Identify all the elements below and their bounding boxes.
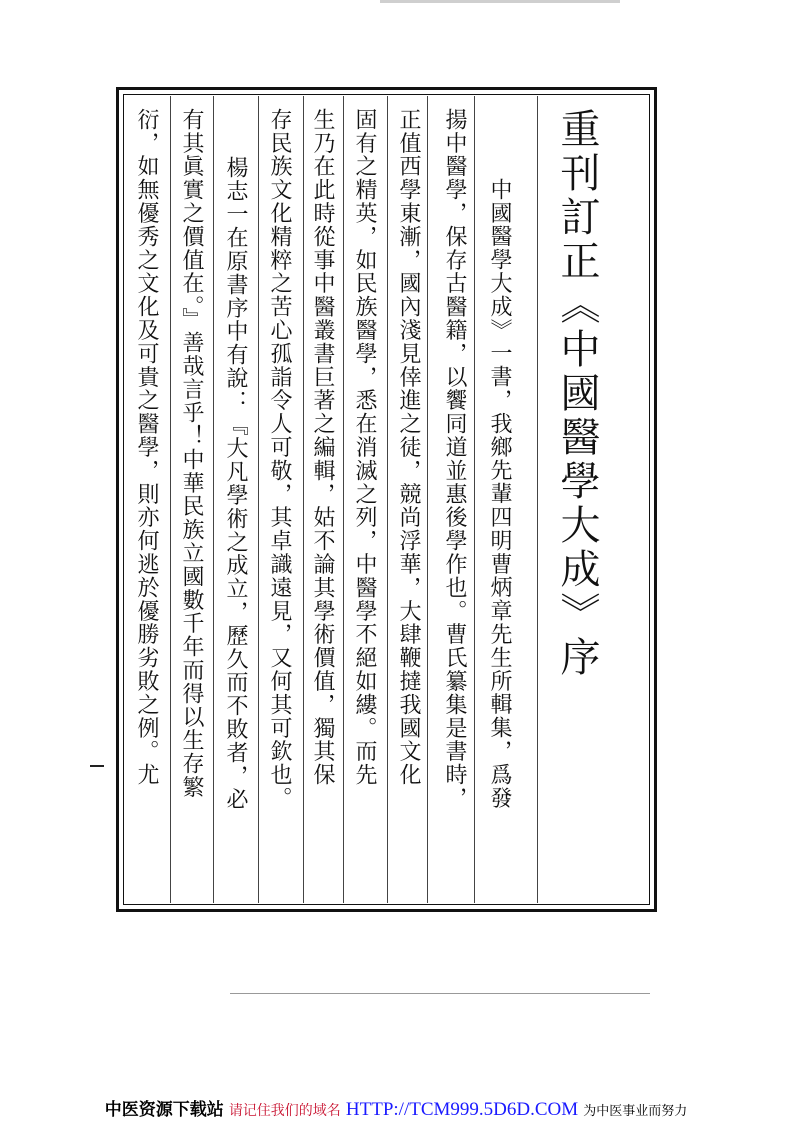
footer-remember-text: 请记住我们的域名 [228,1103,341,1119]
footer-slogan: 为中医事业而努力 [583,1104,688,1119]
column-rule [427,96,428,903]
body-column: 中國醫學大成》一書，我鄉先輩四明曹炳章先生所輯集，爲發 [487,178,512,810]
body-column: 正值西學東漸，國內淺見倖進之徒，競尚浮華，大肆鞭撻我國文化 [396,108,421,787]
footer-banner [0,1095,792,1121]
body-column: 固有之精英，如民族醫學，悉在消滅之列，中醫學不絕如縷。而先 [352,108,377,787]
scan-artifact [380,0,620,3]
column-rule [170,96,171,903]
column-rule [474,96,475,903]
column-rule [303,96,304,903]
footer-site-name: 中医资源下载站 [104,1100,224,1120]
column-rule [343,96,344,903]
column-rule [537,96,538,903]
body-column: 衍，如無優秀之文化及可貴之醫學，則亦何逃於優勝劣敗之例。尤 [134,108,159,787]
body-column: 存民族文化精粹之苦心孤詣令人可敬，其卓識遠見，又何其可欽也。 [267,108,292,810]
body-column: 生乃在此時從事中醫叢書巨著之編輯，姑不論其學術價值，獨其保 [310,108,335,787]
column-rule [213,96,214,903]
bottom-rule [230,993,650,994]
column-rule [387,96,388,903]
page-title: 重刊訂正《中國醫學大成》序 [554,108,600,680]
body-column: 有其眞實之價值在。』善哉言乎！中華民族立國數千年而得以生存繁 [179,108,204,799]
body-column: 楊志一在原書序中有說：『大凡學術之成立，歷久而不敗者，必 [223,156,248,812]
footer-url-link[interactable]: HTTP://TCM999.5D6D.COM [345,1099,579,1120]
column-rule [258,96,259,903]
margin-mark [90,765,104,767]
body-column: 揚中醫學，保存古醫籍，以饗同道並惠後學作也。曹氏纂集是書時， [442,108,467,810]
